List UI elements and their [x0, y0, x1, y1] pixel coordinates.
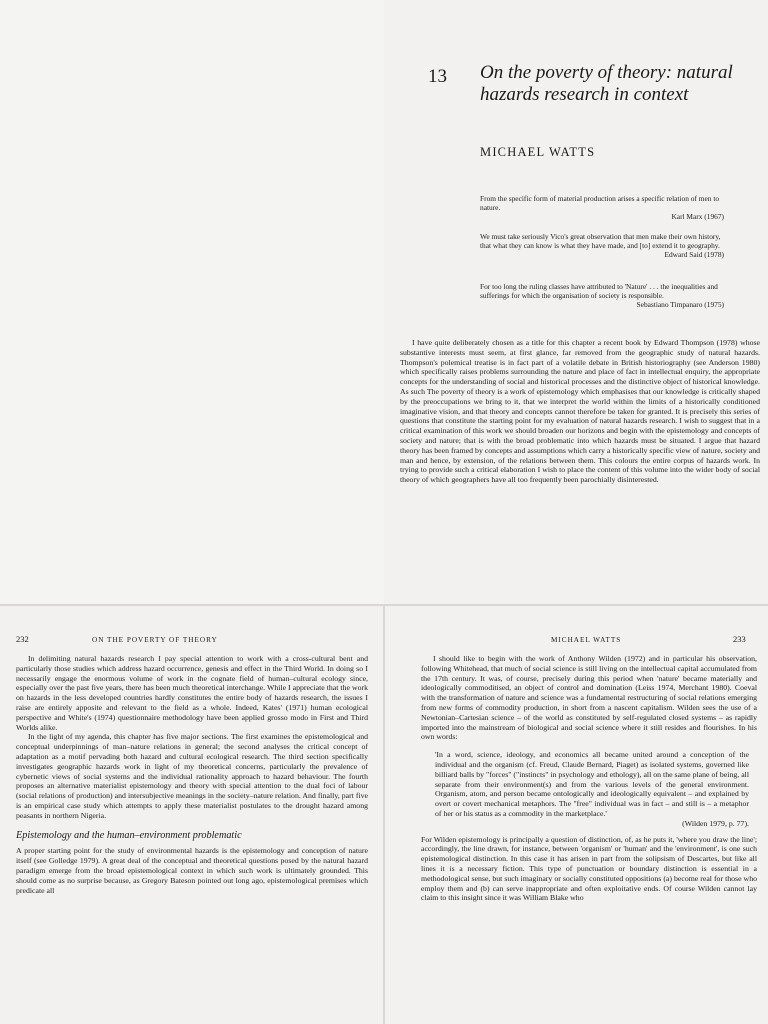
epigraph-text: For too long the ruling classes have attributed to 'Nature' . . . the inequalities and sufferings for which the organisation of society is responsible.	[480, 282, 718, 300]
running-head: MICHAEL WATTS	[551, 636, 622, 644]
body-paragraph: I have quite deliberately chosen as a title for this chapter a recent book by Edward Thompson (1978) whose substantive interests must seem, at first glance, far removed from the geographic study of natural hazards. Thompson's polemical treatise is in fact part of a volatile debate in British historiography (see Anderson 1980) which specifically raises problems surrounding the nature and place of fact in intellectual enquiry, the appropriate concepts for the understanding of social and historical processes and the distinctive object of historical knowledge. As such The poverty of theory is a work of epistemology which emphasises that our knowledge is critically shaped by the preoccupations we bring to it, that we interpret the world within the limits of a historically conditioned imaginative vision, and that theory and concepts cannot therefore be taken for granted. It is precisely this series of questions that constitute the starting point for my evaluation of natural hazards research. I wish to suggest that in a critical examination of this work we should broaden our horizons and begin with the epistemology and concepts of society and nature; that is with the broad problematic into which hazards must be situated. I argue that hazard theory has been framed by concepts and assumptions which carry a historically specific view of nature, society and man and hence, by extension, of the relations between them. This colours the entire corpus of hazards work. In trying to provide such a critical elaboration I wish to place the content of this volume into the wider body of social theory of which geographers have all too frequently been parochially disinterested.	[400, 338, 760, 485]
body-paragraph: In the light of my agenda, this chapter has five major sections. The first examines the epistemological and conceptual underpinnings of man–nature relations in general; the second analyses the critical concept of adaptation as a motif pervading both hazard and cultural ecological research. The third section specifically investigates geographic hazards work in light of my theoretical concerns, particularly the prevalence of cybernetic views of social systems and the individual rationality approach to hazard behaviour. The fourth proposes an alternative materialist epistemology and theory with special attention to the dual foci of labour (social relations of production) and intersubjective meanings in the society–nature relation. And finally, part five is an empirical case study which attempts to apply these materialist postulates to the drought hazard among peasants in northern Nigeria.	[16, 732, 368, 820]
page-233	[385, 606, 768, 1024]
page-number: 232	[16, 634, 29, 644]
chapter-author: MICHAEL WATTS	[480, 145, 596, 159]
chapter-title: On the poverty of theory: natural hazards research in context	[480, 62, 733, 105]
quote-text: 'In a word, science, ideology, and economics all became united around a conception of the individual and the organism (cf. Freud, Claude Bernard, Piaget) as isolated systems, governed like billiard balls by "forces" ("instincts" in psychology and ethology), all on the same plane of being, all separate from their environment(s) and from the various levels of the general environment. Organism, atom, and person became ontologically and ideologically equivalent – and explained by overt or covert mechanical metaphors. The "free" individual was in fact – and still is – a metaphor of her or his status as a commodity in the marketplace.'	[435, 750, 749, 818]
running-head: ON THE POVERTY OF THEORY	[92, 636, 218, 644]
block-quote	[435, 750, 749, 828]
epigraph-timpanaro	[480, 282, 724, 309]
body-paragraph: I should like to begin with the work of Anthony Wilden (1972) and in particular his observation, following Whitehead, that much of social science is still living on the intellectual capital accumulated from the 17th century. It was, of course, precisely during this period when 'nature' became materially and ideologically commoditised, an object of control and domination (Leiss 1974, Merchant 1980). Coeval with the transformation of nature and science was a fundamental restructuring of social relations emerging from new forms of commodity production, in short from a nascent capitalism. Wilden sees the use of a Newtonian–Cartesian science – of the world as constituted by self-regulated closed systems – as rapidly imported into the mainstream of biological and social science where it still resides and flourishes. In his own words:	[421, 654, 757, 742]
blank-page-area	[0, 0, 384, 604]
epigraph-marx	[480, 194, 724, 221]
quote-citation: (Wilden 1979, p. 77).	[682, 818, 749, 828]
epigraph-text: We must take seriously Vico's great observation that men make their own history, that what they can know is what they have made, and [to] extend it to geography.	[480, 232, 721, 250]
page-232-body	[16, 654, 368, 1024]
epigraph-said	[480, 232, 724, 259]
page-number: 233	[733, 634, 746, 644]
body-paragraph: A proper starting point for the study of environmental hazards is the epistemology and conception of nature itself (see Golledge 1979). A great deal of the conceptual and theoretical questions posed by the natural hazard paradigm emerge from the broad epistemological context in which such work is ultimately grounded. This should come as no surprise because, as Gregory Bateson pointed out long ago, epistemological premises which predicate all	[16, 846, 368, 895]
chapter-body-text	[400, 338, 760, 594]
body-paragraph: For Wilden epistemology is principally a question of distinction, of, as he puts it, 'where you draw the line'; accordingly, the line drawn, for instance, between 'organism' or 'human' and the 'environment', is one such epistemological distinction. In this case it has arisen in part from the solipsism of Descartes, but like all lines it is a necessary fiction. This type of punctuation or boundary distinction is essential in a methodological sense, but such imaginary or socially constituted oppositions (a) become real for those who employ them and (b) can serve inappropriate and often exploitative ends. Of course Wilden cannot lay claim to this insight since it was William Blake who	[421, 834, 757, 903]
epigraph-text: From the specific form of material production arises a specific relation of men to nature.	[480, 194, 720, 212]
section-heading: Epistemology and the human–environment problematic	[16, 829, 242, 841]
page-232	[0, 606, 383, 1024]
epigraph-source: Edward Said (1978)	[664, 250, 724, 259]
chapter-opening-page	[384, 0, 768, 604]
epigraph-source: Karl Marx (1967)	[671, 212, 724, 221]
epigraph-source: Sebastiano Timpanaro (1975)	[636, 300, 724, 309]
page-233-body	[421, 654, 757, 1024]
body-paragraph: In delimiting natural hazards research I pay special attention to work with a cross-cultural bent and particularly those studies which address hazard occurrence, genesis and effect in the Third World. In doing so I necessarily engage the enormous volume of work in the cognate field of human–cultural ecology since, especially over the past five years, there has been much theoretical interchange. While I appreciate that the work on hazards in the less developed countries hardly constitutes the entire body of hazards research, the issues I raise are entirely apposite and relevant to the field as a whole. Indeed, Kates' (1971) human ecological perspective and White's (1974) questionnaire methodology have been applied grosso modo in First and Third Worlds alike.	[16, 654, 368, 732]
chapter-number: 13	[428, 66, 447, 87]
